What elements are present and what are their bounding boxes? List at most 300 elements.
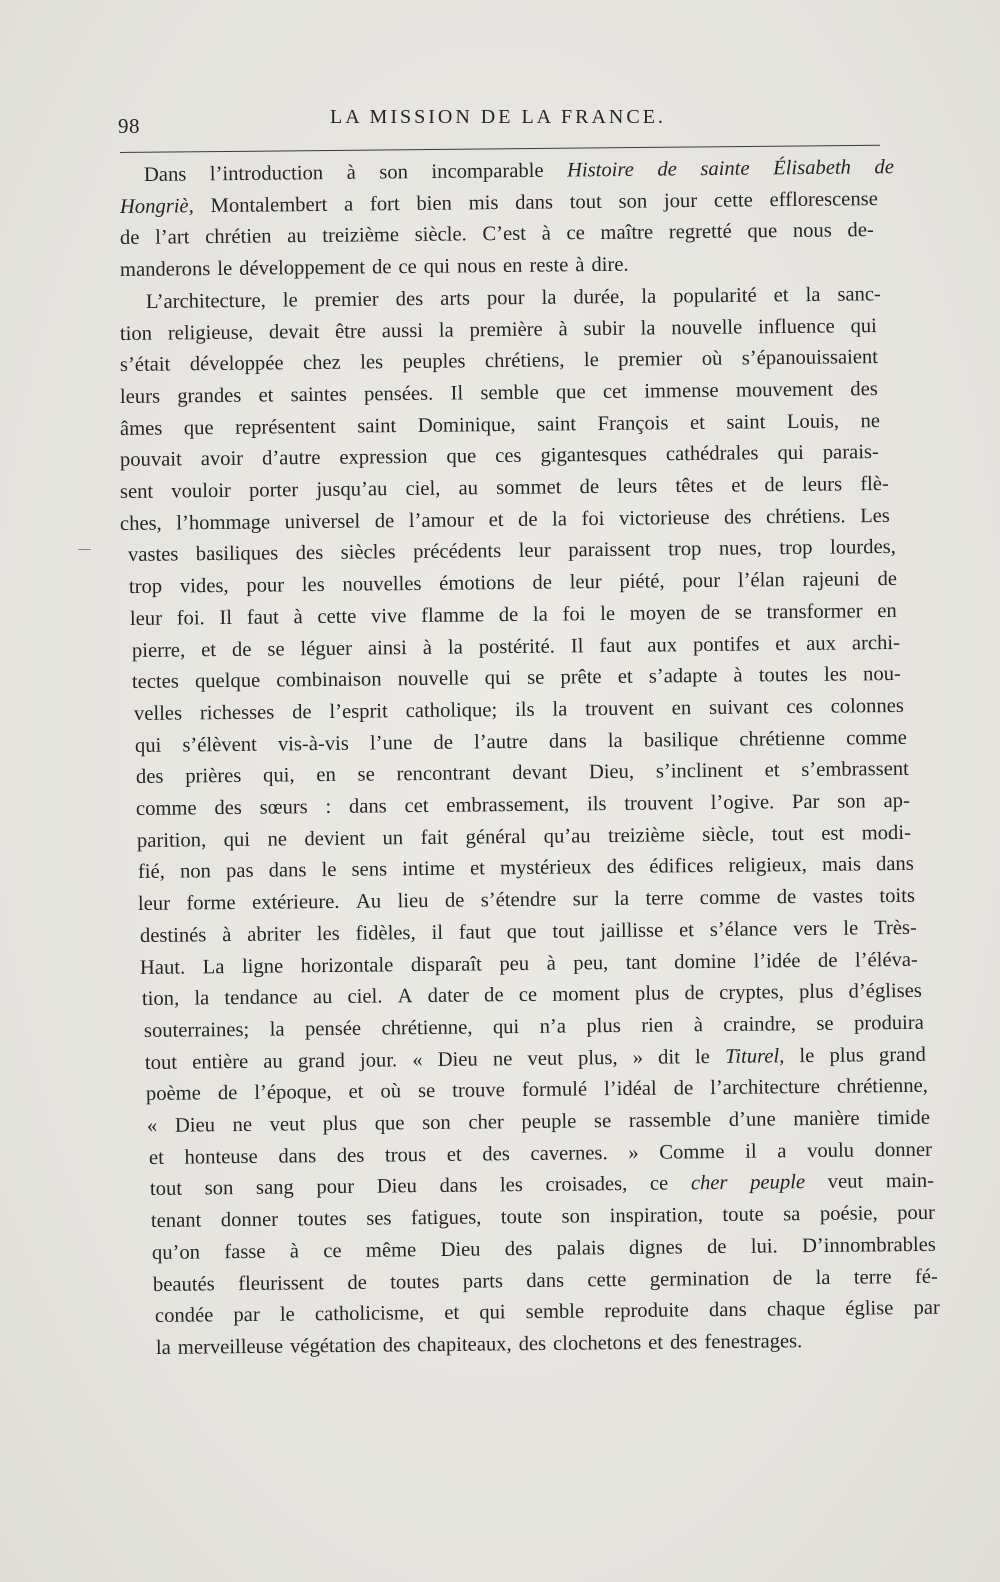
word: Par — [791, 790, 820, 814]
word: François — [597, 411, 669, 435]
word: nouvelle — [397, 667, 469, 691]
word: de — [292, 701, 312, 724]
word: même — [365, 1239, 417, 1262]
word: foi — [562, 603, 586, 626]
word: jaillisse — [600, 919, 664, 942]
word: nous — [792, 219, 832, 243]
word: avoir — [200, 448, 244, 471]
word: pontifes — [692, 632, 760, 656]
word: les — [316, 922, 340, 945]
word: qui — [492, 1015, 520, 1039]
word: ne — [492, 1047, 513, 1070]
word: toits — [879, 884, 916, 908]
word: grand — [878, 1043, 926, 1066]
word: de — [119, 227, 140, 250]
word: ciel. — [347, 985, 383, 1009]
word: tion, — [141, 987, 180, 1011]
word: tout — [149, 1178, 183, 1201]
word: des — [482, 1142, 510, 1166]
word: il — [745, 1140, 757, 1163]
word: nues, — [718, 537, 762, 561]
word: être — [334, 319, 367, 343]
word: des — [336, 1144, 365, 1167]
word: le — [600, 602, 616, 625]
word: aux — [647, 633, 678, 657]
word: que — [506, 920, 537, 943]
word: de- — [847, 219, 874, 242]
word: chrétien — [205, 225, 272, 249]
word: aussi — [381, 319, 424, 342]
word: n’a — [539, 1015, 567, 1038]
word: par — [233, 1304, 260, 1327]
word: son — [837, 790, 866, 813]
word: Les — [860, 504, 890, 527]
word: » — [632, 1046, 644, 1069]
word: tenant — [150, 1209, 202, 1233]
word: à — [546, 952, 556, 975]
word: à — [693, 1014, 704, 1037]
word: précédents — [413, 540, 502, 564]
word: moyen — [629, 601, 686, 625]
word: abriter — [247, 923, 302, 946]
word: saintes — [290, 383, 347, 407]
word: cet — [404, 794, 429, 818]
word: La — [202, 955, 225, 978]
word: trop — [779, 537, 813, 560]
word: en — [316, 764, 336, 787]
word: est — [821, 822, 845, 845]
word: pierre, — [131, 638, 186, 662]
word: qu’au — [543, 824, 591, 848]
word: embrassement, — [446, 793, 570, 817]
word: à — [558, 317, 568, 340]
word: tout — [552, 920, 585, 943]
word: au — [458, 477, 479, 500]
word: à — [575, 254, 585, 277]
word: la — [805, 283, 821, 306]
word: que — [446, 445, 477, 468]
word: de — [532, 571, 553, 594]
word: développement — [239, 256, 366, 280]
word: que — [555, 380, 586, 404]
word: toute — [500, 1205, 543, 1229]
word: cher — [690, 1172, 728, 1195]
word: à — [346, 161, 356, 184]
word: le — [217, 257, 233, 281]
word: prières — [185, 765, 242, 788]
word: grandes — [177, 384, 242, 408]
word: de — [498, 603, 519, 626]
word: paraissent — [568, 538, 651, 562]
page-number: 98 — [118, 114, 140, 138]
word: de — [657, 158, 677, 181]
word: jour — [663, 189, 698, 212]
word: treizième — [607, 823, 685, 847]
word: qui — [850, 314, 877, 337]
word: parts — [462, 1269, 504, 1293]
word: victorieuse — [618, 506, 710, 530]
word: Dieu — [376, 1175, 417, 1199]
word: ap- — [883, 789, 910, 813]
word: premier — [314, 288, 379, 312]
word: dans — [708, 1298, 747, 1322]
word: treizième — [322, 224, 400, 248]
word: où — [701, 347, 723, 371]
word: et — [731, 474, 747, 497]
word: reste — [529, 254, 569, 277]
word: de — [347, 1271, 367, 1294]
word: jusqu’au — [316, 478, 388, 501]
word: de — [433, 731, 454, 754]
word: toutes — [297, 1208, 347, 1231]
word: trouvent — [624, 792, 694, 815]
word: Comme — [659, 1140, 725, 1164]
word: dire. — [591, 253, 629, 277]
word: Très- — [873, 916, 917, 940]
word: des — [723, 506, 752, 529]
word: sang — [255, 1176, 294, 1200]
word: qui — [134, 734, 162, 757]
word: foi — [581, 507, 605, 530]
word: cette — [587, 1268, 627, 1291]
word: pour — [316, 1176, 355, 1199]
word: Haut. — [139, 956, 186, 979]
word: fé- — [914, 1265, 938, 1288]
word: » — [628, 1141, 639, 1164]
word: durée, — [573, 285, 625, 309]
word: à — [541, 222, 551, 245]
word: le — [282, 289, 298, 312]
word: ne — [232, 1113, 253, 1137]
word: et — [488, 508, 504, 531]
word: lui. — [750, 1235, 778, 1258]
word: vides, — [179, 575, 229, 598]
word: chrétienne, — [381, 1016, 473, 1040]
word: chrétiens. — [765, 505, 846, 528]
word: tendance — [224, 986, 298, 1010]
word: et — [648, 1331, 664, 1354]
word: de — [483, 984, 504, 1007]
word: destinés — [139, 924, 207, 947]
word: qui — [484, 667, 512, 690]
word: cet — [602, 380, 628, 403]
word: à — [293, 605, 303, 629]
word: Il — [450, 382, 464, 405]
word: cathédrales — [665, 442, 759, 466]
word: chapiteaux, — [417, 1333, 512, 1357]
word: reproduite — [604, 1299, 689, 1323]
word: manderons — [119, 258, 211, 282]
word: qui — [777, 442, 804, 465]
word: de — [874, 156, 895, 179]
word: et — [258, 384, 274, 407]
word: dans — [548, 729, 587, 753]
word: qu’on — [151, 1241, 201, 1264]
word: par — [913, 1296, 940, 1320]
word: formulé — [521, 1078, 588, 1102]
word: la — [815, 1266, 831, 1289]
word: ce — [323, 1239, 342, 1262]
word: se — [816, 1012, 834, 1035]
word: cavernes. — [530, 1141, 608, 1165]
word: ce — [649, 1172, 669, 1196]
word: cryptes, — [719, 981, 784, 1005]
word: peu — [499, 952, 530, 975]
word: chez — [302, 351, 341, 375]
word: siècle, — [702, 823, 755, 846]
word: honteuse — [184, 1145, 258, 1169]
word: de — [877, 568, 898, 591]
word: fenestrages. — [704, 1330, 803, 1354]
word: s’élèvent — [182, 733, 257, 757]
word: vive — [370, 604, 407, 628]
word: fleurissent — [238, 1271, 325, 1295]
word: sainte — [700, 157, 750, 181]
running-title: LA MISSION DE LA FRANCE. — [330, 106, 666, 128]
word: peu, — [573, 951, 609, 974]
word: pour — [246, 574, 285, 597]
word: la — [532, 603, 548, 626]
word: la — [641, 285, 657, 308]
word: son — [561, 1205, 591, 1228]
word: de — [374, 509, 395, 533]
word: ne — [267, 828, 288, 851]
word: l’élan — [737, 569, 785, 592]
word: colonnes — [830, 694, 904, 718]
word: pour — [486, 286, 525, 310]
word: de — [371, 256, 392, 279]
word: religieuse, — [167, 321, 254, 344]
word: se — [527, 666, 545, 690]
word: grand — [297, 1049, 345, 1072]
word: lieu — [397, 890, 429, 913]
page-header — [118, 100, 878, 140]
word: dans — [278, 1144, 317, 1168]
word: et — [444, 1301, 460, 1325]
word: Il — [570, 634, 584, 657]
word: en — [502, 254, 523, 278]
word: Dominique, — [417, 413, 516, 437]
text-line — [155, 1293, 940, 1333]
word: Histoire — [566, 158, 634, 182]
word: regretté — [668, 220, 732, 244]
word: immense — [644, 379, 719, 403]
word: basiliques — [195, 542, 279, 566]
word: ils — [586, 793, 607, 816]
word: devant — [512, 761, 568, 785]
word: l’architecture — [710, 1076, 821, 1100]
word: et — [348, 1081, 364, 1104]
word: où — [380, 1080, 402, 1103]
word: faut — [599, 634, 632, 657]
word: les — [499, 1174, 523, 1197]
word: main- — [885, 1170, 935, 1193]
word: l’époque, — [254, 1081, 332, 1105]
word: D’innombrables — [801, 1233, 936, 1257]
word: d’autre — [261, 447, 321, 470]
word: son — [618, 190, 648, 213]
word: Titurel, — [724, 1044, 785, 1068]
word: dater — [427, 984, 470, 1008]
word: léguer — [300, 637, 353, 660]
word: le — [279, 1303, 295, 1326]
word: cette — [317, 605, 357, 628]
word: et — [678, 918, 695, 942]
word: leurs — [617, 475, 658, 498]
word: Hongriè, — [119, 194, 194, 218]
word: s’était — [119, 353, 171, 377]
word: faut — [246, 606, 279, 629]
word: fasse — [224, 1240, 266, 1264]
word: plus — [798, 980, 834, 1004]
word: nou- — [862, 663, 901, 686]
word: sœurs — [259, 796, 308, 819]
word: que — [183, 416, 214, 439]
word: des — [669, 1331, 698, 1354]
word: qui — [223, 828, 251, 851]
word: arts — [440, 287, 471, 310]
word: tant — [625, 951, 657, 974]
word: s’inclinent — [655, 759, 743, 783]
word: semble — [525, 1300, 585, 1324]
word: se — [734, 601, 752, 624]
word: ches, — [119, 512, 162, 535]
word: universel — [284, 510, 361, 533]
word: prête — [560, 666, 602, 689]
word: flamme — [421, 604, 485, 627]
word: église — [845, 1297, 894, 1320]
word: plus, — [577, 1046, 618, 1070]
word: rassemble — [628, 1109, 712, 1132]
word: Dieu — [440, 1238, 481, 1261]
word: et — [689, 411, 706, 434]
word: le — [583, 349, 599, 372]
word: des — [850, 377, 878, 401]
word: piété, — [619, 570, 665, 593]
word: végétation — [289, 1334, 376, 1358]
word: Au — [355, 890, 382, 913]
word: entière — [192, 1050, 249, 1074]
word: se — [417, 1080, 436, 1103]
word: catholique; — [405, 699, 498, 723]
word: tion — [119, 322, 153, 345]
word: peuple — [750, 1171, 806, 1195]
word: donner — [220, 1208, 279, 1232]
word: dans — [526, 1269, 565, 1292]
word: expression — [339, 446, 428, 469]
word: germination — [649, 1267, 750, 1291]
word: des — [295, 542, 324, 565]
word: dans — [515, 191, 554, 214]
word: siècle. — [414, 223, 467, 247]
word: condée — [154, 1304, 214, 1328]
word: nouvelle — [671, 315, 743, 339]
word: faut — [458, 921, 492, 944]
word: sens — [351, 858, 388, 882]
word: un — [382, 826, 404, 850]
word: aux — [806, 632, 837, 655]
word: des — [518, 1332, 547, 1356]
word: : — [325, 795, 332, 819]
word: ces — [786, 695, 813, 719]
word: la — [607, 729, 623, 752]
word: et — [775, 632, 791, 655]
word: a — [777, 1139, 787, 1163]
word: se — [357, 763, 375, 786]
word: sa — [783, 1203, 801, 1226]
word: s’adapte — [648, 665, 718, 688]
word: mis — [468, 191, 499, 215]
word: dans — [439, 1174, 478, 1198]
word: influence — [757, 314, 835, 338]
word: les — [360, 351, 384, 374]
word: ses — [366, 1207, 392, 1230]
word: intime — [402, 858, 455, 881]
word: de — [231, 638, 252, 661]
word: le — [321, 859, 337, 882]
word: se — [267, 637, 285, 661]
word: dit — [658, 1045, 680, 1069]
word: peuples — [402, 350, 466, 374]
word: l’idéal — [603, 1077, 657, 1101]
word: extérieure. — [251, 890, 340, 914]
word: produira — [853, 1011, 924, 1035]
word: la — [194, 987, 210, 1010]
word: premier — [618, 348, 683, 371]
word: leur — [129, 607, 163, 630]
word: tout — [771, 822, 804, 846]
word: d’églises — [848, 979, 922, 1003]
word: plus — [322, 1112, 358, 1136]
word: au — [312, 986, 333, 1009]
word: vastes — [127, 543, 179, 567]
word: ces — [495, 445, 522, 468]
word: veut — [269, 1113, 306, 1136]
word: terre — [853, 1265, 892, 1289]
word: à — [733, 664, 743, 687]
word: l’esprit — [329, 700, 388, 723]
word: pour — [682, 569, 721, 593]
word: des — [382, 1334, 411, 1357]
word: au — [263, 1050, 283, 1073]
word: mouvement — [735, 378, 834, 402]
word: inspiration, — [609, 1204, 704, 1228]
word: de — [517, 508, 538, 531]
word: trouve — [452, 1079, 505, 1103]
word: veut — [527, 1047, 564, 1070]
word: timide — [877, 1106, 931, 1130]
word: fié, — [137, 861, 165, 884]
word: de — [772, 1266, 793, 1289]
word: « — [412, 1048, 423, 1071]
word: ainsi — [367, 636, 407, 660]
body-text — [119, 156, 940, 1410]
text-line — [120, 250, 636, 287]
word: des — [135, 766, 164, 789]
word: dans — [268, 859, 307, 883]
word: efflorescense — [769, 187, 878, 211]
word: des — [395, 287, 424, 311]
word: fort — [369, 192, 400, 216]
word: l’idée — [753, 949, 801, 973]
word: le — [694, 1045, 710, 1068]
word: se — [593, 1110, 612, 1133]
word: de — [817, 949, 838, 972]
word: vouloir — [171, 479, 231, 503]
word: il — [431, 921, 444, 944]
word: basilique — [643, 728, 719, 752]
word: sur — [572, 888, 598, 911]
